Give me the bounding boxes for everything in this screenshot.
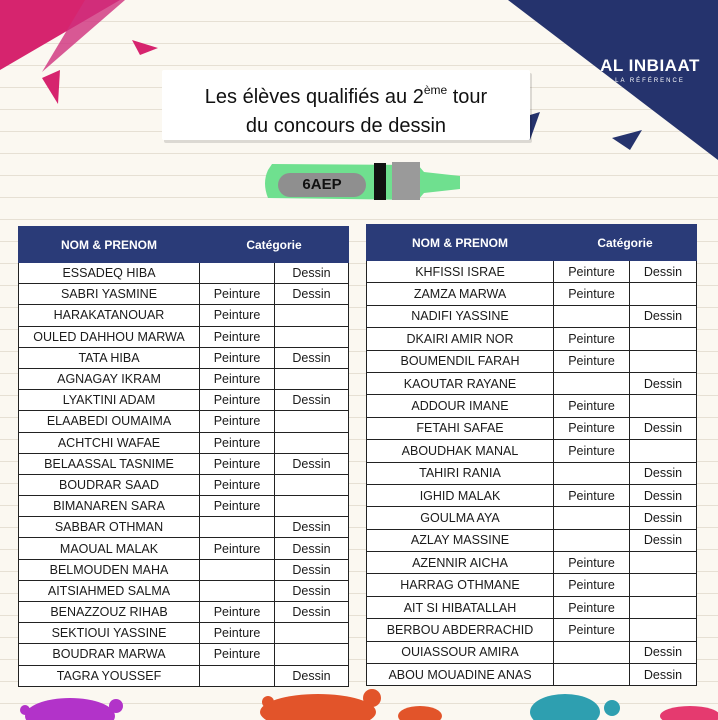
category-peinture: Peinture: [200, 474, 275, 495]
header-name: NOM & PRENOM: [19, 227, 200, 263]
table-row: [19, 453, 349, 474]
table-row: [367, 664, 697, 686]
table-row: [367, 261, 697, 283]
header-category: Catégorie: [200, 227, 349, 263]
category-peinture: Peinture: [200, 305, 275, 326]
table-row: [19, 390, 349, 411]
category-peinture: Peinture: [554, 552, 630, 574]
category-dessin: [630, 552, 697, 574]
title-line1: Les élèves qualifiés au 2: [204, 86, 424, 108]
category-dessin: Dessin: [630, 462, 697, 484]
table-row: [367, 552, 697, 574]
table-row: [367, 372, 697, 394]
student-name: OULED DAHHOU MARWA: [19, 326, 200, 347]
student-name: BENAZZOUZ RIHAB: [19, 602, 200, 623]
student-name: HARAKATANOUAR: [19, 305, 200, 326]
category-dessin: [275, 411, 349, 432]
student-name: KHFISSI ISRAE: [367, 261, 554, 283]
table-row: [19, 496, 349, 517]
category-peinture: Peinture: [200, 644, 275, 665]
category-peinture: Peinture: [554, 328, 630, 350]
student-name: ACHTCHI WAFAE: [19, 432, 200, 453]
category-dessin: Dessin: [630, 372, 697, 394]
category-dessin: Dessin: [275, 580, 349, 601]
category-dessin: [630, 350, 697, 372]
table-row: [19, 284, 349, 305]
category-peinture: Peinture: [554, 417, 630, 439]
category-peinture: Peinture: [200, 390, 275, 411]
brand-tagline: LA RÉFÉRENCE: [615, 78, 685, 84]
table-row: [367, 440, 697, 462]
category-peinture: Peinture: [554, 350, 630, 372]
category-dessin: Dessin: [630, 641, 697, 663]
table-row: [19, 538, 349, 559]
category-dessin: Dessin: [275, 390, 349, 411]
student-name: AGNAGAY IKRAM: [19, 368, 200, 389]
category-dessin: Dessin: [275, 665, 349, 686]
table-row: [367, 283, 697, 305]
category-dessin: [275, 368, 349, 389]
category-dessin: [275, 623, 349, 644]
category-peinture: Peinture: [200, 432, 275, 453]
table-row: [367, 529, 697, 551]
student-name: TAGRA YOUSSEF: [19, 665, 200, 686]
category-peinture: Peinture: [554, 574, 630, 596]
category-dessin: [275, 432, 349, 453]
category-peinture: Peinture: [554, 619, 630, 641]
table-row: [367, 507, 697, 529]
student-name: BOUDRAR MARWA: [19, 644, 200, 665]
student-name: LYAKTINI ADAM: [19, 390, 200, 411]
table-row: [19, 347, 349, 368]
category-dessin: Dessin: [275, 517, 349, 538]
category-dessin: [630, 619, 697, 641]
student-name: NADIFI YASSINE: [367, 305, 554, 327]
category-dessin: Dessin: [275, 602, 349, 623]
student-name: SABBAR OTHMAN: [19, 517, 200, 538]
table-row: [367, 619, 697, 641]
title-superscript: ème: [423, 83, 448, 97]
category-peinture: [554, 664, 630, 686]
category-peinture: [200, 559, 275, 580]
student-name: BOUDRAR SAAD: [19, 474, 200, 495]
title-line1-end: tour: [447, 86, 488, 108]
category-peinture: Peinture: [200, 453, 275, 474]
table-right: [366, 224, 697, 686]
student-name: TAHIRI RANIA: [367, 462, 554, 484]
table-left: [18, 226, 349, 687]
category-dessin: [275, 326, 349, 347]
title-line2: du concours de dessin: [245, 115, 447, 137]
category-dessin: Dessin: [630, 417, 697, 439]
category-dessin: Dessin: [630, 305, 697, 327]
table-row: [367, 641, 697, 663]
student-name: BOUMENDIL FARAH: [367, 350, 554, 372]
category-peinture: Peinture: [554, 596, 630, 618]
category-dessin: [275, 644, 349, 665]
category-dessin: Dessin: [630, 507, 697, 529]
category-dessin: [275, 474, 349, 495]
student-name: BELMOUDEN MAHA: [19, 559, 200, 580]
category-peinture: Peinture: [200, 284, 275, 305]
category-peinture: Peinture: [200, 368, 275, 389]
category-peinture: [554, 507, 630, 529]
category-peinture: Peinture: [200, 602, 275, 623]
category-dessin: Dessin: [275, 263, 349, 284]
table-row: [367, 328, 697, 350]
student-name: HARRAG OTHMANE: [367, 574, 554, 596]
table-row: [19, 326, 349, 347]
page-title: [162, 70, 530, 140]
category-dessin: Dessin: [630, 529, 697, 551]
table-row: [19, 623, 349, 644]
category-peinture: [554, 641, 630, 663]
category-peinture: Peinture: [200, 496, 275, 517]
student-name: AIT SI HIBATALLAH: [367, 596, 554, 618]
category-peinture: [200, 263, 275, 284]
category-peinture: Peinture: [200, 623, 275, 644]
category-dessin: Dessin: [630, 484, 697, 506]
category-dessin: Dessin: [630, 261, 697, 283]
table-row: [19, 368, 349, 389]
table-row: [367, 462, 697, 484]
brand-logo: [590, 56, 710, 84]
student-name: ESSADEQ HIBA: [19, 263, 200, 284]
student-name: SABRI YASMINE: [19, 284, 200, 305]
table-row: [19, 665, 349, 686]
table-row: [19, 580, 349, 601]
category-peinture: [200, 517, 275, 538]
table-row: [367, 484, 697, 506]
student-name: IGHID MALAK: [367, 484, 554, 506]
category-peinture: Peinture: [200, 538, 275, 559]
table-row: [367, 350, 697, 372]
category-peinture: Peinture: [554, 440, 630, 462]
table-row: [19, 432, 349, 453]
table-row: [19, 602, 349, 623]
category-dessin: [275, 496, 349, 517]
category-peinture: Peinture: [200, 326, 275, 347]
category-dessin: [630, 596, 697, 618]
category-peinture: [554, 462, 630, 484]
category-peinture: [554, 305, 630, 327]
student-name: SEKTIOUI YASSINE: [19, 623, 200, 644]
table-row: [19, 411, 349, 432]
student-name: BIMANAREN SARA: [19, 496, 200, 517]
category-dessin: Dessin: [275, 284, 349, 305]
table-row: [19, 474, 349, 495]
table-row: [367, 305, 697, 327]
category-dessin: Dessin: [275, 453, 349, 474]
student-name: DKAIRI AMIR NOR: [367, 328, 554, 350]
category-dessin: [630, 440, 697, 462]
category-peinture: Peinture: [200, 347, 275, 368]
student-name: ZAMZA MARWA: [367, 283, 554, 305]
category-peinture: [200, 580, 275, 601]
category-dessin: Dessin: [275, 347, 349, 368]
table-row: [19, 517, 349, 538]
category-peinture: [200, 665, 275, 686]
student-name: BELAASSAL TASNIME: [19, 453, 200, 474]
student-name: ABOUDHAK MANAL: [367, 440, 554, 462]
category-dessin: [630, 574, 697, 596]
category-peinture: Peinture: [554, 395, 630, 417]
student-name: ADDOUR IMANE: [367, 395, 554, 417]
category-peinture: [554, 372, 630, 394]
table-row: [19, 305, 349, 326]
category-dessin: [630, 283, 697, 305]
category-peinture: Peinture: [200, 411, 275, 432]
student-name: AZLAY MASSINE: [367, 529, 554, 551]
category-peinture: Peinture: [554, 261, 630, 283]
student-name: KAOUTAR RAYANE: [367, 372, 554, 394]
student-name: TATA HIBA: [19, 347, 200, 368]
student-name: FETAHI SAFAE: [367, 417, 554, 439]
category-dessin: [630, 328, 697, 350]
table-row: [367, 395, 697, 417]
table-row: [367, 574, 697, 596]
category-peinture: [554, 529, 630, 551]
category-dessin: [275, 305, 349, 326]
table-row: [19, 263, 349, 284]
student-name: OUIASSOUR AMIRA: [367, 641, 554, 663]
table-row: [367, 417, 697, 439]
student-name: GOULMA AYA: [367, 507, 554, 529]
table-row: [19, 559, 349, 580]
student-name: BERBOU ABDERRACHID: [367, 619, 554, 641]
category-dessin: [630, 395, 697, 417]
header-category: Catégorie: [554, 225, 697, 261]
student-name: MAOUAL MALAK: [19, 538, 200, 559]
category-dessin: Dessin: [275, 538, 349, 559]
category-peinture: Peinture: [554, 283, 630, 305]
table-row: [367, 596, 697, 618]
category-dessin: Dessin: [275, 559, 349, 580]
header-name: NOM & PRENOM: [367, 225, 554, 261]
class-label: 6AEP: [278, 173, 366, 197]
brand-name: AL INBIAAT: [600, 56, 700, 75]
student-name: ELAABEDI OUMAIMA: [19, 411, 200, 432]
student-name: AITSIAHMED SALMA: [19, 580, 200, 601]
category-peinture: Peinture: [554, 484, 630, 506]
category-dessin: Dessin: [630, 664, 697, 686]
student-name: AZENNIR AICHA: [367, 552, 554, 574]
table-row: [19, 644, 349, 665]
student-name: ABOU MOUADINE ANAS: [367, 664, 554, 686]
